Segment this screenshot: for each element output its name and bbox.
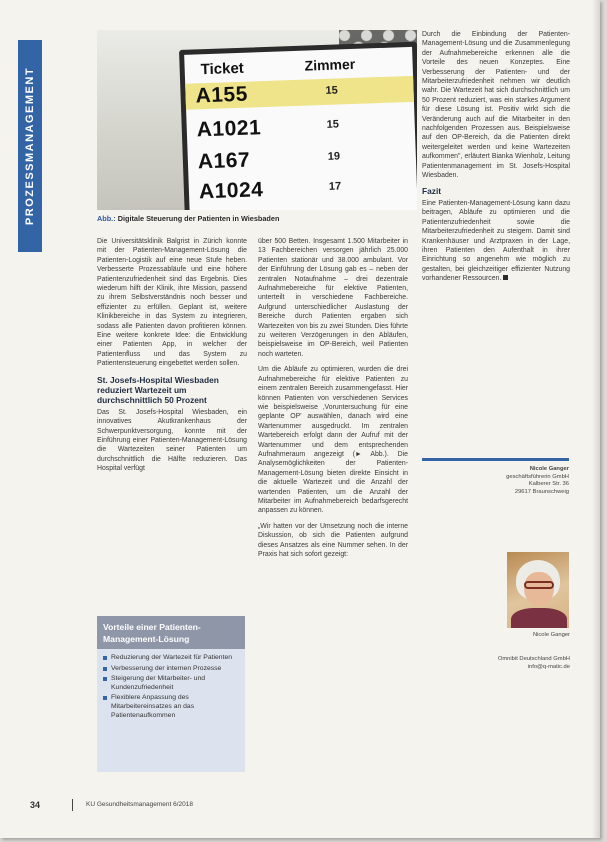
list-item: Flexiblere Anpassung des Mitarbeitereinsatzes an das Patientenaufkommen (111, 694, 239, 720)
display-row: A167 19 (197, 148, 341, 174)
paragraph: Um die Abläufe zu optimieren, wurden die drei Aufnahmebereiche für elektive Patienten zu einem zentralen Bereich zusammengefasst. Hier können Patienten von verschiedenen Services wie beispielsweise ‚Voruntersuchung für eine geplante OP' auswählen, danach wird eine Wartenummer ausgedruckt. Im zentralen Wartebereich erfolgt dann der Aufruf mit der Wartenummer und dem entsprechenden Aufnahmeraum angezeigt (► Abb.). Die Analysemöglichkeiten der Patienten-Management-Lösung bieten direkte Einsicht in die aktuelle Wartezeit und die Anzahl der wartenden Patienten, um die Anzahl der Mitarbeiter im Aufnahmebereich bedarfsgerecht anpassen zu können. (258, 366, 408, 515)
company-info (440, 656, 570, 671)
list-item: Reduzierung der Wartezeit für Patienten (111, 654, 239, 663)
display-row: A155 15 (185, 76, 414, 110)
author-city: 29617 Braunschweig (514, 488, 569, 495)
author-info (429, 466, 569, 496)
benefits-list (97, 654, 245, 720)
section-tab (18, 40, 42, 252)
photo-caption (97, 214, 417, 223)
list-item: Verbesserung der internen Prozesse (111, 665, 239, 674)
paragraph: Das St. Josefs-Hospital Wiesbaden, ein innovatives Akutkrankenhaus der Schwerpunktversorgung, konnte mit der Einführung einer Patienten-Management-Lösung die Wartezeiten seiner Patienten um durchschnittlich die Hälfte reduzieren. Das Hospital verfügt (97, 408, 247, 473)
caption-text: Digitale Steuerung der Patienten in Wiesbaden (117, 214, 280, 223)
benefits-box (97, 616, 245, 772)
author-role: geschäftsführerin GmbH (506, 473, 569, 480)
author-portrait (507, 552, 569, 628)
text-column-3 (422, 30, 570, 290)
paragraph: Die Universitätsklinik Balgrist in Zürich konnte mit der Patienten-Management-Lösung die Patienten-Logistik auf eine neue Stufe heben. Verbesserte Prozessabläufe und eine höhere Patientenzufriedenheit sind das Ergebnis. Dies wiederum hilft der Klinik, ihre Mission, passend zu ihrem Selbstverständnis noch besser und effizienter zu erfüllen. Geplant ist, weitere Klinikbereiche in das System zu integrieren, sodass alle Patienten davon profitieren können. Eine weitere konkrete Idee: die Entwicklung einer Patienten App, in welcher der Patientenfluss und das System zu Patientensteuerung eingebettet werden sollen. (97, 238, 247, 368)
portrait-caption: Nicole Ganger (532, 632, 570, 638)
section-label: PROZESSMANAGEMENT (24, 66, 36, 226)
paragraph: Durch die Einbindung der Patienten-Management-Lösung und die Zusammenlegung der Aufnahmebereiche erkennen alle die Vorteile des neuen Konzeptes. Eine Verbesserung der Patienten- und der Mitarbeiterzufriedenheit nehmen wir deutlich wahr. Die Wartezeit hat sich durchschnittlich um 50 Prozent reduziert, was ein starkes Argument für diese Lösung ist. Positiv wirkt sich die Veränderung auch auf die Mitarbeiter in den nachfolgenden Prozessen aus. Beispielsweise auf den OP-Bereich, da die Patienten direkt weitergeleitet werden und keine Wartezeiten aufkommen", erläutert Bianka Wienholz, Leitung Patientenmanagement im St. Josefs-Hospital Wiesbaden. (422, 31, 570, 180)
footer-divider (72, 799, 73, 811)
page-fold-shadow (592, 0, 600, 838)
author-street: Kalberer Str. 36 (528, 481, 569, 488)
list-item: Steigerung der Mitarbeiter- und Kundenzufriedenheit (111, 675, 239, 692)
text-column-2 (258, 237, 408, 565)
author-divider (422, 458, 569, 461)
display-header-zimmer: Zimmer (304, 55, 356, 74)
subheading: St. Josefs-Hospital Wiesbaden reduziert Wartezeit um durchschnittlich 50 Prozent (97, 374, 219, 405)
paragraph: über 500 Betten. Insgesamt 1.500 Mitarbeiter in 13 Fachbereichen versorgen jährlich 25.000 Patienten stationär und 38.000 ambulant. Vor der Einführung der Lösung gab es – neben der zentralen Notaufnahme – drei dezentrale Aufnahmebereiche für elektive Patienten, unterteilt in verschiedene Fachbereiche. Aufgrund unterschiedlicher Auslastung der Bereiche durch Patienten ergaben sich Wartezeiten von bis zu zwei Stunden. Dies führte zu weiteren Verzögerungen in den Abläufen, beispielsweise im OP-Bereich, weil Patienten noch warteten. (258, 238, 408, 358)
caption-label: Abb.: (97, 214, 116, 223)
company-name: Omnibit Deutschland GmbH (497, 656, 570, 662)
end-mark (503, 275, 508, 280)
page-number: 34 (30, 800, 41, 810)
paragraph: Eine Patienten-Management-Lösung kann dazu beitragen, Abläufe zu optimieren und die Patientenzufriedenheit sowie die Mitarbeiterzufriedenheit zu steigern. Damit sind Krankenhäuser und Arztpraxen in der Lage, ihren Patienten den Aufenthalt in ihrer Einrichtung so angenehm wie möglich zu gestalten, bei gleichzeitiger effizienter Nutzung vorhandener Ressourcen. (422, 199, 570, 283)
display-row: A1024 17 (198, 178, 342, 204)
paragraph: „Wir hatten vor der Umsetzung noch die interne Diskussion, ob sich die Patienten aufgrund dieses Ansatzes als eine Nummer sehen. In der Praxis hat sich sofort gezeigt: (258, 522, 408, 558)
display-header-ticket: Ticket (200, 59, 245, 79)
article-photo (97, 30, 417, 210)
publication-source: KU Gesundheitsmanagement 6/2018 (86, 801, 193, 808)
display-row: A1021 15 (196, 116, 340, 142)
fazit-heading: Fazit (422, 185, 442, 196)
author-name: Nicole Ganger (529, 466, 569, 472)
text-column-1 (97, 237, 247, 480)
waiting-display-screen (179, 42, 417, 210)
benefits-box-title: Vorteile einer Patienten-Management-Lösung (97, 616, 245, 649)
company-email: info@q-matic.de (527, 663, 570, 670)
